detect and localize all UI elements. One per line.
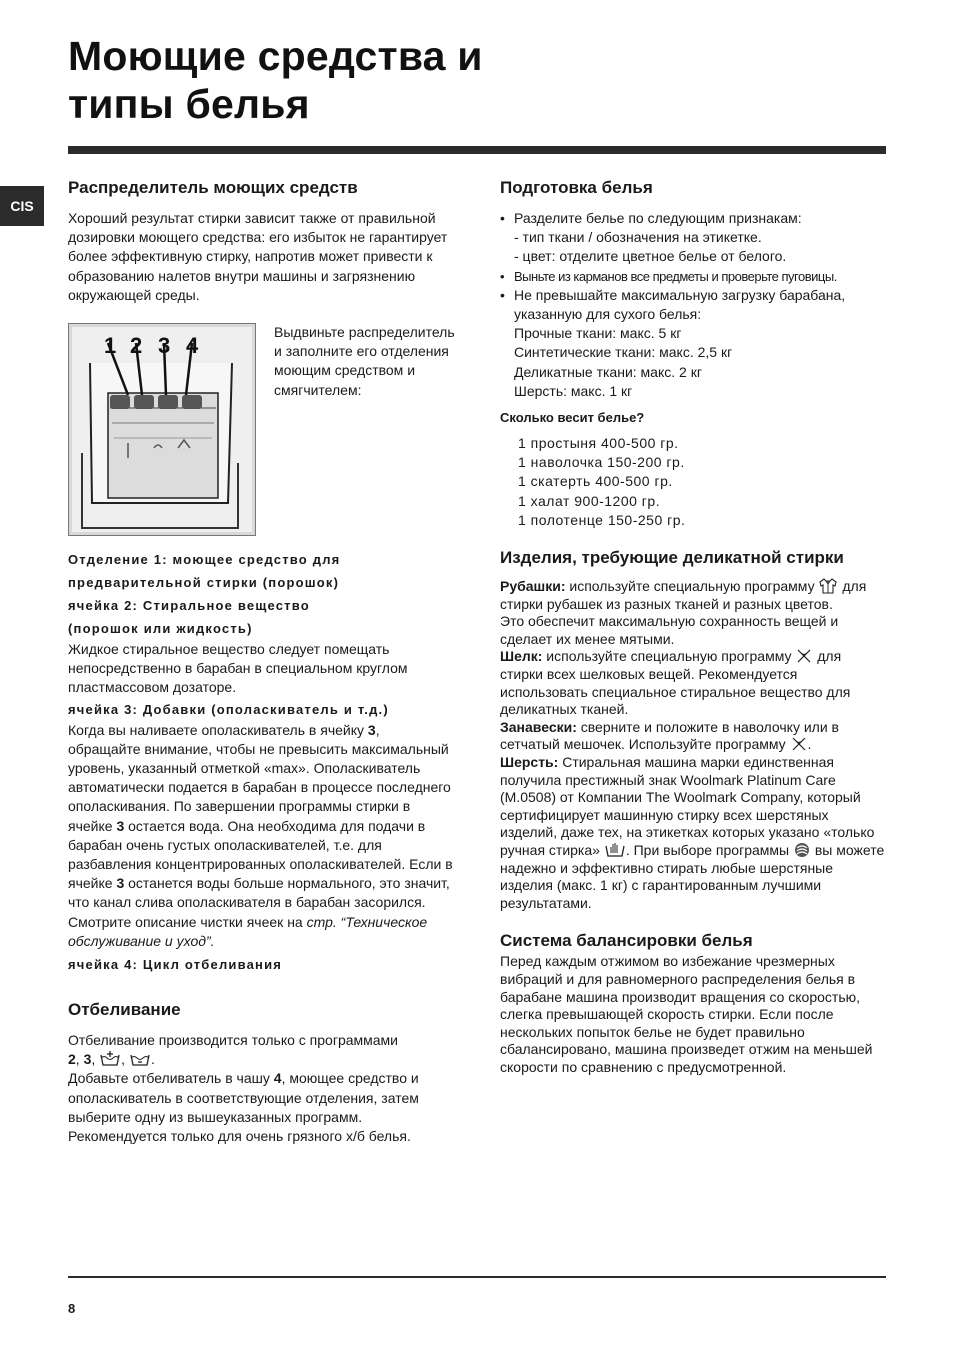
dispenser-heading: Распределитель моющих средств — [68, 178, 358, 197]
balance-heading: Система балансировки белья — [500, 931, 753, 951]
delicate-section — [500, 578, 888, 912]
bleach-bowl-number: 4 — [273, 1070, 282, 1087]
wash-tub-plus-icon — [99, 1051, 121, 1067]
left-column — [68, 178, 456, 1146]
curtains-paragraph — [500, 719, 888, 754]
prep-sort-color: - цвет: отделите цветное белье от белого. — [514, 248, 787, 265]
silk-paragraph — [500, 648, 888, 718]
weight-item: 1 халат 900-1200 гр. — [518, 492, 661, 509]
shirts-paragraph — [500, 578, 888, 613]
c3-text-c: остается вода. Она необходима для подачи в барабан очень густых ополаскивателей, т.е. для разбавления концентрированных ополаскивателей. Если в ячейке — [68, 817, 453, 892]
weight-list — [500, 434, 888, 530]
footer-rule — [68, 1276, 886, 1278]
compartment-3-label: ячейка 3: Добавки (ополаскиватель и т.д.) — [68, 701, 389, 717]
prep-pockets-text: Выньте из карманов все предметы и проверьте пуговицы. — [514, 268, 837, 284]
compartment-3-description — [68, 721, 456, 951]
shirts-text-a: используйте специальную программу — [565, 578, 819, 595]
compartment-list — [68, 548, 456, 976]
prep-item-sort — [500, 209, 888, 267]
bleach-text-b: Добавьте отбеливатель в чашу — [68, 1070, 274, 1087]
c3-page-reference: стр. “Техническое обслуживание и уход”. — [68, 913, 428, 949]
c3-number-2: 3 — [116, 817, 125, 834]
c3-text-b: , обращайте внимание, чтобы не превысить максимальный уровень, указанный отметкой «max». Ополаскиватель автоматически подается в барабан в процессе последнего ополаскивания. По завершении программы стирки в ячейке — [68, 721, 451, 834]
weight-item: 1 полотенце 150-250 гр. — [518, 511, 686, 528]
bleach-heading: Отбеливание — [68, 1000, 181, 1020]
prep-load-text: • Не превышайте максимальную загрузку барабана, указанную для сухого белья: — [514, 286, 846, 323]
figure-caption: Выдвиньте распределитель и заполните его отделения моющим средством и смягчителем: — [274, 324, 455, 398]
wool-text-a: Стиральная машина марки единственная получила престижный знак Woolmark Platinum Care (M.0508) от Компании The Woolmark Company, который сертифицирует машинную стирку всех шерстяных изделий, даже тех, на этикетках которых указано «только ручная стирка» — [500, 753, 875, 858]
wool-paragraph — [500, 754, 888, 912]
page-title-line-2: типы белья — [68, 81, 310, 127]
prep-item-pockets — [500, 267, 888, 286]
bleach-sep: , — [91, 1051, 100, 1068]
prep-sort-fabric: - тип ткани / обозначения на этикетке. — [514, 229, 762, 246]
figure-label-3: 3 — [158, 333, 171, 359]
silk-text-b: для стирки всех шелковых вещей. Рекомендуется использовать специальное стиральное вещество для деликатных тканей. — [500, 648, 851, 718]
prep-heading: Подготовка белья — [500, 178, 653, 197]
shirts-text-b: для стирки рубашек из разных тканей и разных цветов. — [500, 578, 867, 612]
prep-list — [500, 209, 888, 401]
bleach-text-a: Отбеливание производится только с программами — [68, 1032, 398, 1049]
wool-text-c: вы можете надежно и эффективно стирать любые шерстяные изделия (макс. 1 кг) с гарантированным лучшими результатами. — [500, 841, 885, 911]
c3-text-a: Когда вы наливаете ополаскиватель в ячейку — [68, 721, 368, 738]
compartment-4-label: ячейка 4: Цикл отбеливания — [68, 957, 283, 973]
load-delicate: Деликатные ткани: макс. 2 кг — [514, 363, 702, 380]
curtains-text-a: сверните и положите в наволочку или в сетчатый мешочек. Используйте программу — [500, 718, 839, 753]
right-column — [500, 178, 888, 1076]
silk-label: Шелк: — [500, 648, 543, 665]
compartment-2-label-line-1: ячейка 2: Стиральное вещество — [68, 598, 310, 614]
load-strong: Прочные ткани: макс. 5 кг — [514, 325, 682, 342]
shirts-label: Рубашки: — [500, 578, 566, 595]
silk-text-a: используйте специальную программу — [542, 648, 796, 665]
detergent-drawer-illustration — [68, 323, 256, 536]
balance-text: Перед каждым отжимом во избежание чрезмерных вибраций и для равномерного распределения белья в барабане машина производит вращения со скоростью, слегка превышающей скорость стирки. Если после нескольких попыток белье не будет правильно сбалансировано, машина произведет отжим на меньшей скорости по сравнению с предусмотренной. — [500, 953, 873, 1075]
silk-icon — [795, 648, 813, 664]
weight-item: 1 скатерть 400-500 гр. — [518, 473, 673, 490]
c3-number-1: 3 — [367, 721, 376, 738]
weight-item: 1 наволочка 150-200 гр. — [518, 454, 685, 471]
wash-tub-icon — [129, 1051, 151, 1067]
curtains-text-b: . — [807, 736, 812, 753]
delicate-heading: Изделия, требующие деликатной стирки — [500, 548, 844, 568]
weight-heading: Сколько весит белье? — [500, 410, 645, 426]
bleach-dot: . — [150, 1051, 155, 1068]
c3-text-d: останется воды больше нормального, это значит, что канал слива ополаскивателя в барабан засорился. Смотрите описание чистки ячеек на — [68, 875, 450, 930]
compartment-1-label: Отделение 1: моющее средство для предварительной стирки (порошок) — [68, 552, 341, 591]
liquid-detergent-note: Жидкое стиральное вещество следует помещать непосредственно в барабан в специальном круглом пластмассовом дозаторе. — [68, 641, 408, 696]
bleach-program-3: 3 — [83, 1051, 92, 1068]
bleach-text — [68, 1031, 456, 1146]
bleach-sep: , — [75, 1051, 84, 1068]
shirts-benefit: Это обеспечит максимальную сохранность вещей и сделает их менее мятыми. — [500, 613, 839, 647]
bleach-sep: , — [121, 1051, 129, 1068]
prep-item-load — [500, 286, 888, 401]
bleach-program-2: 2 — [68, 1051, 76, 1068]
page-title — [68, 32, 483, 128]
page-number: 8 — [68, 1301, 76, 1316]
load-wool: Шерсть: макс. 1 кг — [514, 382, 633, 399]
prep-sort-text: • Разделите белье по следующим признакам: — [514, 210, 802, 226]
bleach-text-c: , моющее средство и ополаскиватель в соответствующие отделения, затем выберите одну из вышеуказанных программ. Рекомендуется только для очень грязного х/б белья. — [68, 1070, 419, 1145]
header-rule — [68, 146, 886, 154]
wool-text-b: . При выборе программы — [625, 841, 793, 858]
hand-wash-icon — [604, 842, 626, 858]
language-tab: CIS — [0, 186, 44, 226]
silk-icon — [790, 736, 808, 752]
shirt-icon — [818, 578, 838, 594]
figure-label-1: 1 — [104, 333, 117, 359]
compartment-2-label-line-2: (порошок или жидкость) — [68, 621, 253, 637]
figure-label-2: 2 — [130, 333, 143, 359]
weight-item: 1 простыня 400-500 гр. — [518, 435, 679, 452]
page-title-line-1: Моющие средства и — [68, 33, 483, 79]
curtains-label: Занавески: — [500, 718, 577, 735]
figure-label-4: 4 — [186, 333, 199, 359]
c3-number-3: 3 — [116, 875, 125, 892]
dispenser-figure-row — [68, 323, 456, 536]
dispenser-intro: Хороший результат стирки зависит также от правильной дозировки моющего средства: его избыток не гарантирует более эффективную стирку, напротив может привести к образованию налетов внутри машины и загрязнению окружающей среды. — [68, 210, 448, 303]
woolmark-icon — [793, 842, 811, 858]
load-synthetic: Синтетические ткани: макс. 2,5 кг — [514, 344, 733, 361]
wool-label: Шерсть: — [500, 753, 559, 770]
